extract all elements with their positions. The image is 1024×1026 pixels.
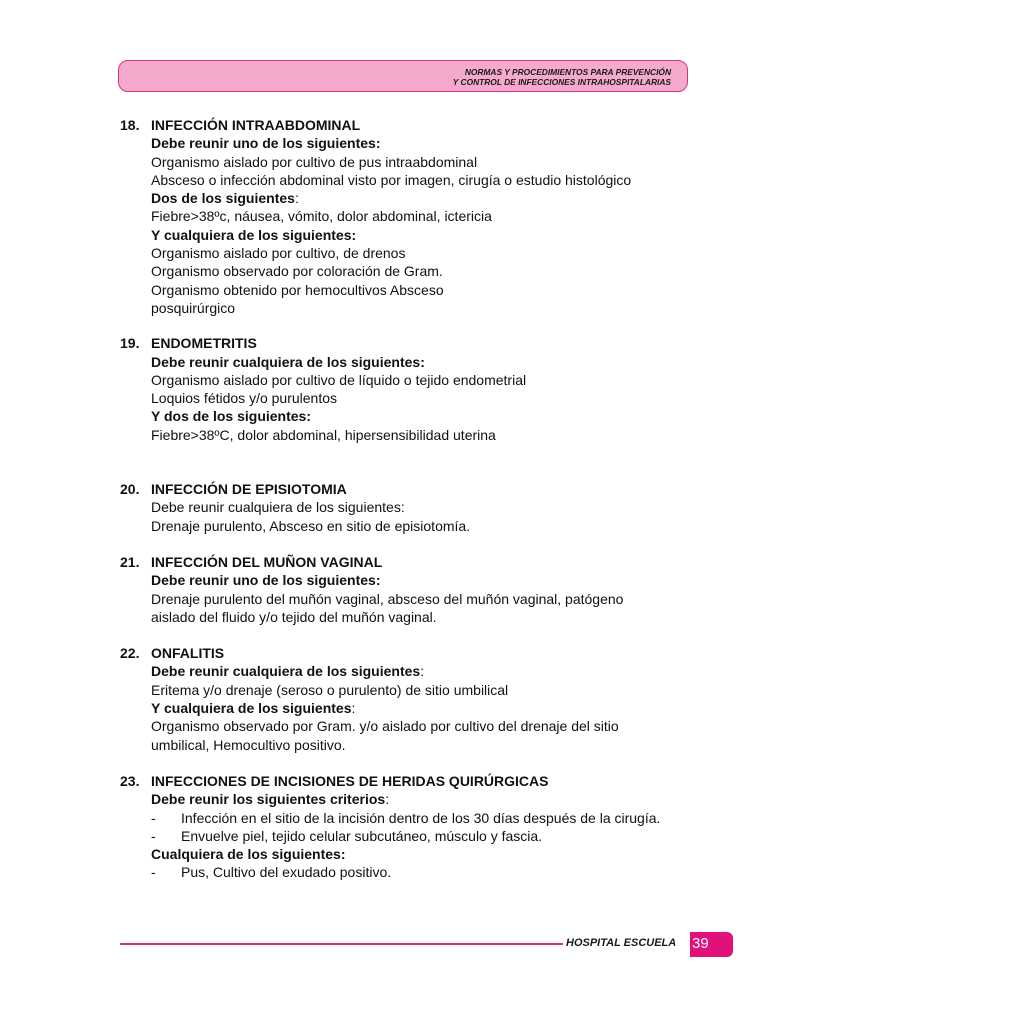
section-title: ENDOMETRITIS: [151, 335, 257, 352]
criteria-heading: Y cualquiera de los siguientes:: [151, 226, 357, 243]
criteria-heading-label: Y cualquiera de los siguientes: [151, 700, 352, 717]
page-number-tab: [690, 932, 733, 957]
criterion-text: Organismo observado por coloración de Gram.: [151, 263, 443, 280]
bullet-dash: -: [151, 827, 156, 844]
list-item: [151, 827, 720, 845]
criterion-text: umbilical, Hemocultivo positivo.: [151, 736, 346, 753]
criteria-heading-label: Debe reunir cualquiera de los siguientes: [151, 663, 421, 680]
criteria-heading: Debe reunir cualquiera de los siguientes:: [151, 499, 405, 516]
bullet-dash: -: [151, 809, 156, 826]
criteria-heading-label: Debe reunir los siguientes criterios: [151, 791, 386, 808]
criteria-heading: Y dos de los siguientes:: [151, 408, 312, 425]
criterion-text: Absceso o infección abdominal visto por imagen, cirugía o estudio histológico: [151, 171, 632, 188]
criterion-text: Organismo aislado por cultivo de pus intraabdominal: [151, 153, 478, 170]
colon: :: [385, 791, 390, 808]
criteria-heading: Debe reunir uno de los siguientes:: [151, 572, 381, 589]
criterion-text: Eritema y/o drenaje (seroso o purulento) de sitio umbilical: [151, 681, 509, 698]
criterion-text: Fiebre>38ºC, dolor abdominal, hipersensibilidad uterina: [151, 426, 496, 443]
section-number: 21.: [120, 553, 140, 570]
running-header-line-2: Y CONTROL DE INFECCIONES INTRAHOSPITALARIAS: [452, 77, 671, 87]
section-20: [120, 480, 720, 535]
footer-label: HOSPITAL ESCUELA: [566, 937, 677, 949]
section-title: INFECCIONES DE INCISIONES DE HERIDAS QUIRÚRGICAS: [151, 772, 549, 789]
list-item: [151, 809, 720, 827]
criteria-heading: [151, 662, 720, 680]
criteria-heading: [151, 699, 720, 717]
section-number: 23.: [120, 772, 140, 789]
section-number: 19.: [120, 335, 140, 352]
bullet-dash: -: [151, 864, 156, 881]
section-19: [120, 334, 720, 444]
section-22: [120, 644, 720, 754]
criteria-heading-label: Dos de los siguientes: [151, 190, 295, 207]
header-band: [118, 60, 688, 92]
footer-rule: [120, 943, 563, 945]
section-21: [120, 553, 720, 626]
criteria-heading: Debe reunir cualquiera de los siguientes:: [151, 353, 425, 370]
criterion-text: Drenaje purulento del muñón vaginal, absceso del muñón vaginal, patógeno: [151, 590, 624, 607]
list-item: [151, 863, 720, 881]
criteria-heading: Cualquiera de los siguientes:: [151, 846, 346, 863]
section-number: 18.: [120, 117, 140, 133]
colon: :: [294, 190, 299, 207]
criteria-heading: Debe reunir uno de los siguientes:: [151, 135, 381, 152]
criterion-text: posquirúrgico: [151, 299, 236, 316]
page-number: 39: [692, 935, 709, 952]
section-title: ONFALITIS: [151, 645, 225, 662]
criteria-heading: [151, 189, 720, 207]
section-title: INFECCIÓN INTRAABDOMINAL: [151, 117, 361, 133]
section-number: 22.: [120, 645, 140, 662]
criterion-text: aislado del fluido y/o tejido del muñón vaginal.: [151, 608, 437, 625]
running-header: [453, 67, 671, 87]
criterion-text: Organismo obtenido por hemocultivos Absceso: [151, 281, 444, 298]
colon: :: [420, 663, 425, 680]
criterion-text: Loquios fétidos y/o purulentos: [151, 390, 338, 407]
criterion-text: Organismo aislado por cultivo, de drenos: [151, 245, 406, 262]
list-item-text: Envuelve piel, tejido celular subcutáneo, músculo y fascia.: [181, 827, 543, 844]
criterion-text: Drenaje purulento, Absceso en sitio de episiotomía.: [151, 517, 471, 534]
list-item-text: Pus, Cultivo del exudado positivo.: [181, 864, 392, 881]
criterion-text: Fiebre>38ºc, náusea, vómito, dolor abdominal, ictericia: [151, 208, 492, 225]
colon: :: [351, 700, 356, 717]
criterion-text: Organismo aislado por cultivo de líquido o tejido endometrial: [151, 371, 527, 388]
document-body: [120, 116, 720, 882]
section-title: INFECCIÓN DE EPISIOTOMIA: [151, 481, 347, 498]
section-23: [120, 772, 720, 882]
section-number: 20.: [120, 481, 140, 498]
criteria-heading: [151, 790, 720, 808]
section-18: [120, 116, 720, 317]
running-header-line-1: NORMAS Y PROCEDIMIENTOS PARA PREVENCIÓN: [464, 67, 671, 77]
section-title: INFECCIÓN DEL MUÑON VAGINAL: [151, 553, 383, 570]
list-item-text: Infección en el sitio de la incisión dentro de los 30 días después de la cirugía.: [181, 809, 661, 826]
criterion-text: Organismo observado por Gram. y/o aislado por cultivo del drenaje del sitio: [151, 718, 619, 735]
